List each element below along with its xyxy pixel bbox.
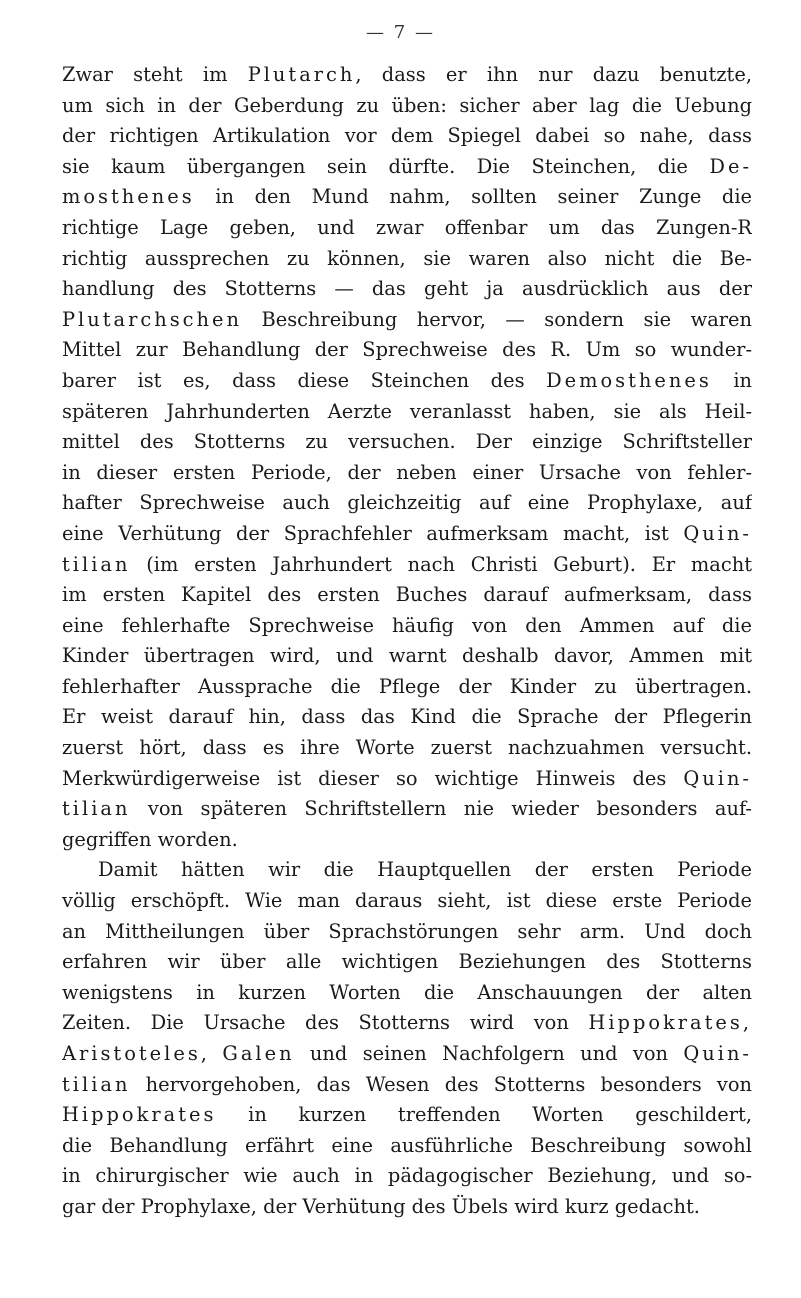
page-number: — 7 — bbox=[366, 22, 435, 43]
text-run: Merkwürdigerweise ist dieser so wichtige Hinweis des bbox=[62, 766, 684, 790]
spaced-name: Hippokrates, bbox=[588, 1011, 752, 1035]
spaced-name: mosthenes bbox=[62, 185, 195, 209]
text-line bbox=[62, 947, 752, 978]
text-run: gar der Prophylaxe, der Verhütung des Übels wird kurz gedacht. bbox=[62, 1194, 700, 1218]
spaced-name: Quin- bbox=[683, 521, 752, 545]
text-run: hervorgehoben, das Wesen des Stotterns besonders von bbox=[130, 1072, 752, 1096]
text-line bbox=[62, 335, 752, 366]
text-line bbox=[62, 274, 752, 305]
text-run: in bbox=[711, 368, 752, 392]
text-run: Kinder übertragen wird, und warnt deshalb davor, Ammen mit bbox=[62, 644, 752, 668]
text-run: richtige Lage geben, und zwar offenbar um das Zungen-R bbox=[62, 215, 752, 239]
spaced-name: tilian bbox=[62, 797, 131, 821]
text-line bbox=[62, 672, 752, 703]
text-line bbox=[62, 1161, 752, 1192]
text-line bbox=[62, 427, 752, 458]
spaced-name: De- bbox=[709, 154, 752, 178]
text-line bbox=[62, 978, 752, 1009]
text-line bbox=[62, 886, 752, 917]
text-line bbox=[62, 397, 752, 428]
text-run: Damit hätten wir die Hauptquellen der ersten Periode bbox=[98, 858, 752, 882]
text-run: wenigstens in kurzen Worten die Anschauungen der alten bbox=[62, 980, 752, 1004]
spaced-name: Demosthenes bbox=[546, 368, 712, 392]
text-run: von späteren Schriftstellern nie wieder besonders auf- bbox=[130, 797, 752, 821]
text-line bbox=[62, 121, 752, 152]
text-line bbox=[62, 580, 752, 611]
spaced-name: Hippokrates bbox=[62, 1103, 217, 1127]
text-run: Er weist darauf hin, dass das Kind die Sprache der Pflegerin bbox=[62, 705, 752, 729]
text-run: , dass er ihn nur dazu benutzte, bbox=[355, 63, 752, 86]
text-line bbox=[62, 60, 752, 91]
text-line bbox=[62, 1192, 752, 1223]
text-line bbox=[62, 213, 752, 244]
spaced-name: Plutarchschen bbox=[62, 307, 242, 331]
text-run: richtig aussprechen zu können, sie waren also nicht die Be- bbox=[62, 246, 752, 270]
text-run: der richtigen Artikulation vor dem Spiegel dabei so nahe, dass bbox=[62, 124, 752, 148]
text-run: handlung des Stotterns — das geht ja ausdrücklich aus der bbox=[62, 277, 752, 301]
text-line bbox=[62, 91, 752, 122]
text-run: gegriffen worden. bbox=[62, 827, 238, 851]
text-run: barer ist es, dass diese Steinchen des bbox=[62, 368, 547, 392]
text-line bbox=[62, 488, 752, 519]
spaced-name: Plutarch bbox=[247, 63, 356, 86]
spaced-name: Quin- bbox=[683, 766, 752, 790]
text-line bbox=[62, 794, 752, 825]
text-run: und seinen Nachfolgern und von bbox=[294, 1042, 684, 1065]
text-run: fehlerhafter Aussprache die Pflege der Kinder zu übertragen. bbox=[62, 674, 752, 698]
text-run: Zeiten. Die Ursache des Stotterns wird von bbox=[62, 1011, 589, 1035]
spaced-name: Aristoteles bbox=[62, 1042, 201, 1065]
text-run: um sich in der Geberdung zu üben: sicher aber lag die Uebung bbox=[62, 93, 752, 117]
text-run: völlig erschöpft. Wie man daraus sieht, ist diese erste Periode bbox=[62, 889, 752, 913]
text-run: die Behandlung erfährt eine ausführliche Beschreibung sowohl bbox=[62, 1133, 752, 1157]
text-run: in kurzen treffenden Worten geschildert, bbox=[216, 1103, 752, 1127]
text-line bbox=[62, 1008, 752, 1039]
text-run: hafter Sprechweise auch gleichzeitig auf eine Prophylaxe, auf bbox=[62, 491, 752, 515]
text-line bbox=[62, 1100, 752, 1131]
body-text bbox=[62, 60, 752, 1223]
text-run: Beschreibung hervor, — sondern sie waren bbox=[241, 307, 752, 331]
text-run: sie kaum übergangen sein dürfte. Die Steinchen, die bbox=[62, 154, 710, 178]
text-line bbox=[62, 550, 752, 581]
text-run: in chirurgischer wie auch in pädagogischer Beziehung, und so- bbox=[62, 1164, 752, 1188]
spaced-name: tilian bbox=[62, 552, 131, 576]
text-run: zuerst hört, dass es ihre Worte zuerst nachzuahmen versucht. bbox=[62, 736, 752, 760]
text-line bbox=[62, 764, 752, 795]
text-run: erfahren wir über alle wichtigen Beziehungen des Stotterns bbox=[62, 950, 752, 974]
text-run: eine Verhütung der Sprachfehler aufmerksam macht, ist bbox=[62, 521, 684, 545]
text-line bbox=[62, 611, 752, 642]
text-line bbox=[62, 733, 752, 764]
text-line bbox=[62, 182, 752, 213]
text-line bbox=[62, 244, 752, 275]
spaced-name: Quin- bbox=[683, 1042, 752, 1065]
text-line bbox=[62, 641, 752, 672]
text-run: Mittel zur Behandlung der Sprechweise des R. Um so wunder- bbox=[62, 338, 752, 362]
text-run: mittel des Stotterns zu versuchen. Der einzige Schriftsteller bbox=[62, 430, 752, 454]
text-run: im ersten Kapitel des ersten Buches darauf aufmerksam, dass bbox=[62, 583, 752, 607]
text-line bbox=[62, 519, 752, 550]
text-line bbox=[62, 917, 752, 948]
text-line bbox=[62, 702, 752, 733]
text-run: in den Mund nahm, sollten seiner Zunge die bbox=[194, 185, 752, 209]
text-run: in dieser ersten Periode, der neben einer Ursache von fehler- bbox=[62, 460, 752, 484]
text-line bbox=[62, 825, 752, 856]
text-run: (im ersten Jahrhundert nach Christi Geburt). Er macht bbox=[130, 552, 752, 576]
text-line bbox=[62, 152, 752, 183]
spaced-name: tilian bbox=[62, 1072, 131, 1096]
text-line bbox=[62, 855, 752, 886]
text-run: , bbox=[200, 1042, 223, 1065]
text-line bbox=[62, 1070, 752, 1101]
text-run: späteren Jahrhunderten Aerzte veranlasst haben, sie als Heil- bbox=[62, 399, 752, 423]
text-run: eine fehlerhafte Sprechweise häufig von den Ammen auf die bbox=[62, 613, 752, 637]
text-run: an Mittheilungen über Sprachstörungen sehr arm. Und doch bbox=[62, 919, 752, 943]
text-line bbox=[62, 305, 752, 336]
text-line bbox=[62, 458, 752, 489]
text-line bbox=[62, 1039, 752, 1070]
text-line bbox=[62, 366, 752, 397]
text-run: Zwar steht im bbox=[62, 63, 248, 86]
text-line bbox=[62, 1131, 752, 1162]
spaced-name: Galen bbox=[222, 1042, 295, 1065]
